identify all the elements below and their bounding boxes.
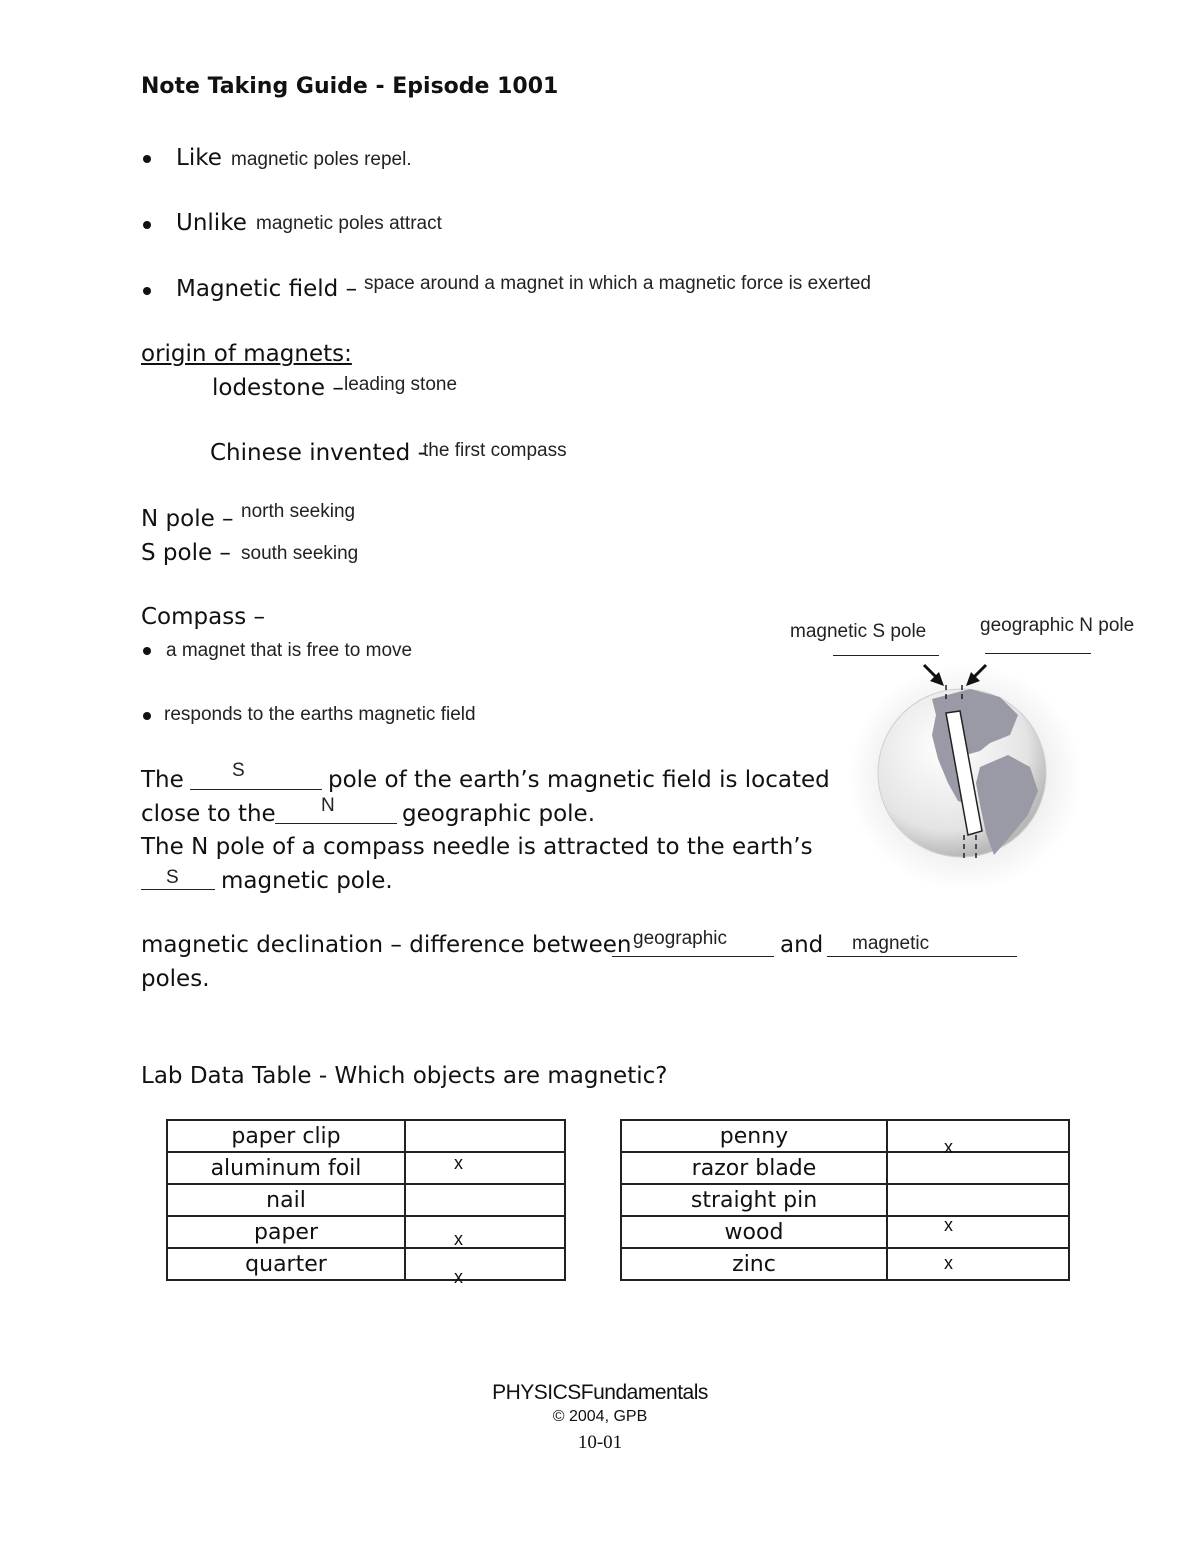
lab-mark-cell: [405, 1120, 565, 1152]
fill-line1-rest: pole of the earth’s magnetic field is located: [328, 767, 830, 793]
bullet-dot: [143, 712, 151, 720]
lab-mark-cell: [887, 1216, 1069, 1248]
lab-mark: x: [454, 1267, 463, 1287]
lodestone-answer: leading stone: [344, 374, 458, 395]
like-answer: magnetic poles repel.: [231, 149, 412, 170]
lab-mark: x: [944, 1137, 953, 1157]
magnetic-field-answer: space around a magnet in which a magnetic force is exerted: [364, 273, 871, 294]
lodestone-label: lodestone –: [212, 375, 344, 401]
fill-blank-line: [141, 889, 215, 890]
lab-item: zinc: [621, 1248, 887, 1280]
fill-blank-2: N: [321, 795, 335, 816]
lab-mark-cell: [405, 1216, 565, 1248]
n-pole-label: N pole –: [141, 506, 234, 532]
fill-line3: The N pole of a compass needle is attracted to the earth’s: [141, 834, 813, 860]
table-row: [621, 1152, 1069, 1184]
lab-table-right: [620, 1119, 1070, 1281]
lab-mark-cell: [887, 1152, 1069, 1184]
bullet-dot: [143, 155, 151, 163]
magnetic-field-term: Magnetic field –: [176, 276, 358, 302]
geographic-n-pole-label: geographic N pole: [980, 615, 1135, 636]
table-row: [167, 1216, 565, 1248]
lab-item: wood: [621, 1216, 887, 1248]
table-row: [167, 1120, 565, 1152]
fill-close-to: close to the: [141, 801, 276, 827]
n-pole-answer: north seeking: [241, 501, 356, 522]
declination-blank-1: geographic: [633, 928, 728, 949]
footer-brand: PHYSICSFundamentals: [492, 1381, 708, 1404]
bullet-dot: [143, 647, 151, 655]
lab-item: quarter: [167, 1248, 405, 1280]
lab-mark-cell: [405, 1248, 565, 1287]
bullet-dot: [143, 221, 151, 229]
lab-mark-cell: [405, 1152, 565, 1184]
lab-mark-cell: [887, 1184, 1069, 1216]
lab-item: paper: [167, 1216, 405, 1248]
compass-point-2: responds to the earths magnetic field: [164, 704, 476, 725]
s-pole-answer: south seeking: [241, 543, 359, 564]
lab-heading: Lab Data Table - Which objects are magnetic?: [141, 1063, 668, 1089]
magnetic-s-pole-label: magnetic S pole: [790, 621, 927, 642]
declination-and: and: [780, 932, 824, 958]
origin-heading: origin of magnets:: [141, 341, 352, 367]
chinese-label: Chinese invented -: [210, 440, 426, 466]
declination-blank-2: magnetic: [852, 933, 930, 954]
table-row: [621, 1248, 1069, 1280]
lab-item: razor blade: [621, 1152, 887, 1184]
table-row: [621, 1216, 1069, 1248]
lab-table-left: [166, 1119, 566, 1287]
unlike-answer: magnetic poles attract: [256, 213, 442, 234]
compass-point-1: a magnet that is free to move: [166, 640, 413, 661]
fill-blank-line: [275, 823, 397, 824]
unlike-term: Unlike: [176, 210, 247, 236]
compass-heading: Compass –: [141, 604, 266, 630]
lab-item: penny: [621, 1120, 887, 1152]
s-pole-label: S pole –: [141, 540, 231, 566]
lab-item: aluminum foil: [167, 1152, 405, 1184]
label-line: [985, 653, 1091, 654]
footer-copyright: © 2004, GPB: [552, 1408, 648, 1425]
table-row: [621, 1184, 1069, 1216]
earth-globe-figure: [840, 655, 1090, 895]
lab-item: paper clip: [167, 1120, 405, 1152]
page-title: Note Taking Guide - Episode 1001: [141, 74, 559, 99]
lab-mark-cell: [887, 1248, 1069, 1280]
table-row: [167, 1248, 565, 1280]
lab-mark: x: [944, 1253, 953, 1273]
declination-blank-line: [612, 956, 774, 957]
lab-mark-cell: [887, 1120, 1069, 1157]
fill-blank-1: S: [232, 760, 245, 781]
lab-item: straight pin: [621, 1184, 887, 1216]
fill-line4-rest: magnetic pole.: [221, 868, 393, 894]
like-term: Like: [176, 145, 222, 171]
declination-prefix: magnetic declination – difference between: [141, 932, 632, 958]
table-row: [167, 1152, 565, 1184]
fill-line2-rest: geographic pole.: [402, 801, 596, 827]
fill-blank-line: [190, 789, 322, 790]
lab-mark: x: [454, 1153, 463, 1173]
bullet-dot: [143, 287, 151, 295]
declination-suffix: poles.: [141, 966, 210, 992]
lab-mark: x: [944, 1215, 953, 1235]
lab-item: nail: [167, 1184, 405, 1216]
table-row: [167, 1184, 565, 1216]
fill-the: The: [141, 767, 184, 793]
chinese-answer: the first compass: [423, 440, 567, 461]
declination-blank-line: [827, 956, 1017, 957]
table-row: [621, 1120, 1069, 1152]
footer-page-number: 10-01: [577, 1432, 623, 1453]
fill-blank-3: S: [166, 867, 179, 888]
lab-mark-cell: [405, 1184, 565, 1216]
lab-mark: x: [454, 1229, 463, 1249]
